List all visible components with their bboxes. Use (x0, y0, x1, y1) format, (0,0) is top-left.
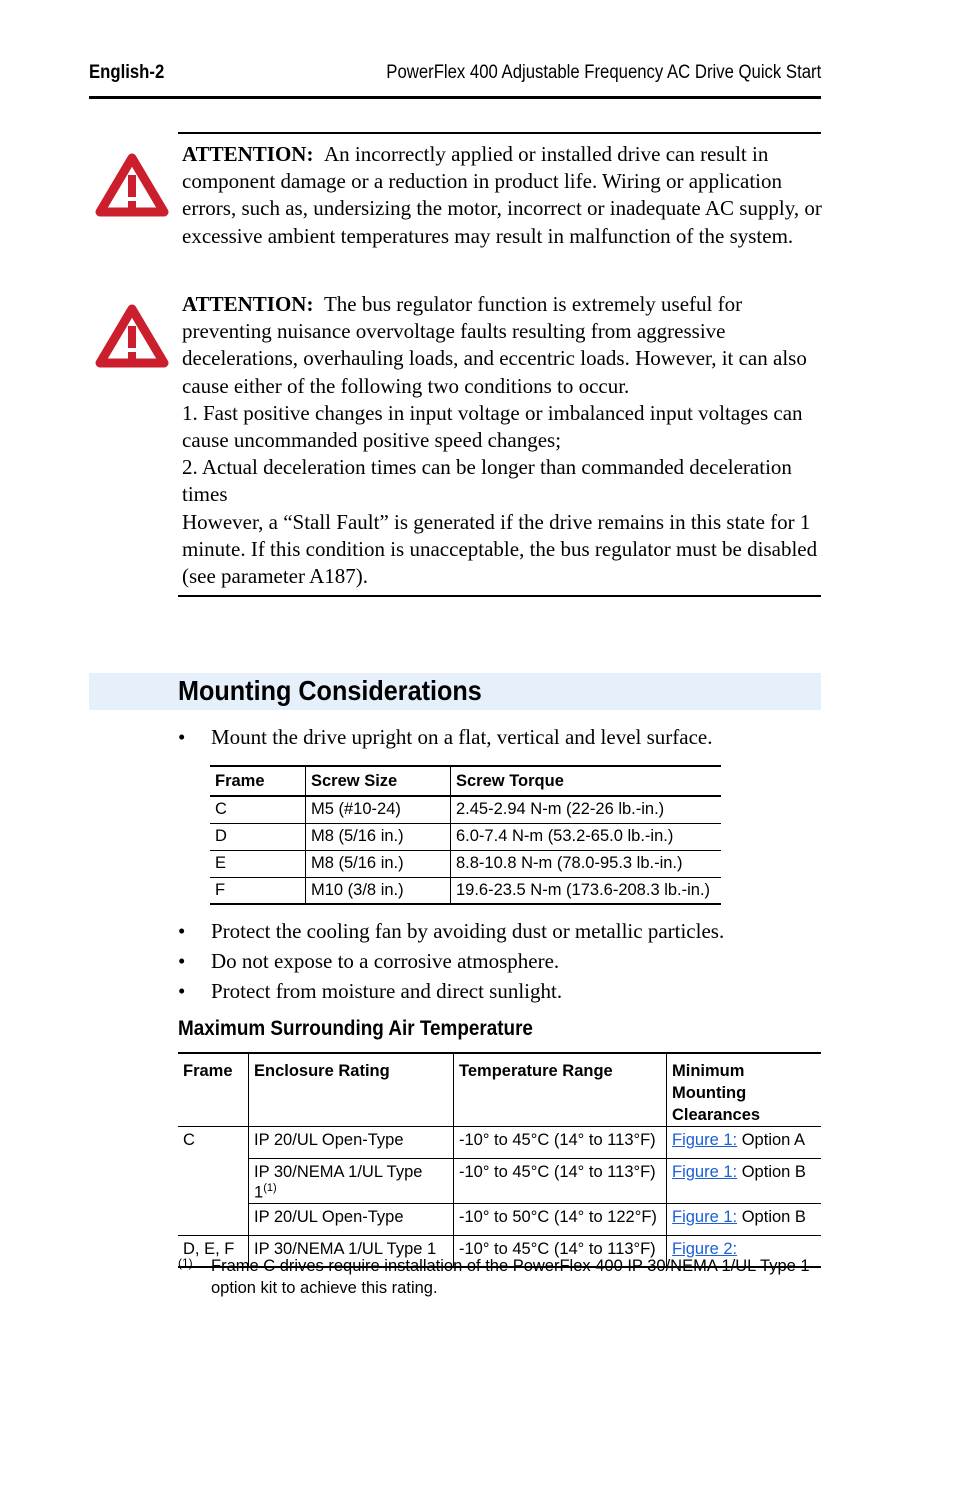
column-header: Frame (215, 771, 265, 790)
table-row: C IP 20/UL Open-Type -10° to 45°C (14° to 113°F) Figure 1: Option A (178, 1127, 821, 1159)
bullet-item: • Protect the cooling fan by avoiding dust or metallic particles. (178, 919, 725, 943)
condition-item: 2. Actual deceleration times can be longer than commanded deceleration times (182, 455, 792, 507)
document-title: PowerFlex 400 Adjustable Frequency AC Drive Quick Start (386, 62, 821, 83)
condition-item: 1. Fast positive changes in input voltage or imbalanced input voltages can cause uncommanded positive speed changes; (182, 400, 803, 453)
figure-link[interactable]: Figure 1: (672, 1131, 738, 1149)
warning-triangle-icon (95, 152, 169, 218)
figure-link[interactable]: Figure 1: (672, 1163, 738, 1181)
page-number: English-2 (89, 62, 165, 83)
footnote-text: Frame C drives require installation of the PowerFlex 400 IP 30/NEMA 1/UL Type 1 option kit to achieve this rating. (211, 1257, 810, 1297)
attention-block-2 (182, 291, 822, 590)
footnote-ref: (1) (263, 1182, 277, 1194)
table-row: IP 30/NEMA 1/UL Type 1$^{(1)}$ -10° to 45°C (14° to 113°F) Figure 1: Option B (178, 1159, 821, 1204)
attention-label: ATTENTION: (182, 292, 314, 316)
figure-link[interactable]: Figure 1: (672, 1207, 738, 1226)
bullet-item: • Mount the drive upright on a flat, vertical and level surface. (178, 725, 713, 749)
attention-text: The bus regulator function is extremely useful for preventing nuisance overvoltage faults resulting from aggressive decelerations, overhauling loads, and eccentric loads. However, it can also cause either of the following two conditions to occur. (182, 292, 807, 398)
section-title: Mounting Considerations (178, 675, 482, 706)
bullet-item: • Protect from moisture and direct sunlight. (178, 979, 563, 1003)
bullet-item: • Do not expose to a corrosive atmosphere. (178, 949, 560, 973)
attention-top-rule (178, 132, 821, 134)
page-header (89, 62, 821, 99)
footnote-mark: (1) (178, 1256, 193, 1270)
attention-closing: However, a “Stall Fault” is generated if the drive remains in this state for 1 minute. If this condition is unacceptable, the bus regulator must be disabled (see parameter A187). (182, 509, 818, 589)
column-header: Screw Torque (451, 766, 722, 796)
attention-bottom-rule (178, 595, 821, 597)
table-row: IP 20/UL Open-Type -10° to 50°C (14° to 122°F) Figure 1: Option B (178, 1203, 821, 1235)
attention-block-1 (182, 141, 822, 250)
column-header: Enclosure Rating (249, 1053, 454, 1127)
column-header: Frame (183, 1062, 233, 1080)
attention-label: ATTENTION: (182, 142, 314, 166)
column-header: Minimum Mounting Clearances (667, 1053, 822, 1127)
subsection-title: Maximum Surrounding Air Temperature (178, 1017, 533, 1040)
screw-torque-table (210, 765, 721, 905)
attention-text: An incorrectly applied or installed drive can result in component damage or a reduction in product life. Wiring or application errors, such as, undersizing the motor, incorrect or inadequate AC supply, or excessive ambient temperatures may result in malfunction of the system. (182, 142, 822, 248)
figure-link[interactable]: Figure 2: (672, 1239, 738, 1258)
table-row: D, E, F IP 30/NEMA 1/UL Type 1 -10° to 45°C (14° to 113°F) Figure 2: (178, 1235, 821, 1267)
table-row: D M8 (5/16 in.) 6.0-7.4 N-m (53.2-65.0 lb.-in.) (210, 823, 721, 850)
air-temperature-table (178, 1052, 821, 1268)
column-header: Screw Size (306, 766, 451, 796)
warning-triangle-icon (95, 303, 169, 369)
table-row: F M10 (3/8 in.) 19.6-23.5 N-m (173.6-208.3 lb.-in.) (210, 877, 721, 904)
table-row: C M5 (#10-24) 2.45-2.94 N-m (22-26 lb.-in.) (210, 796, 721, 823)
table-row: E M8 (5/16 in.) 8.8-10.8 N-m (78.0-95.3 lb.-in.) (210, 850, 721, 877)
column-header: Temperature Range (454, 1053, 667, 1127)
